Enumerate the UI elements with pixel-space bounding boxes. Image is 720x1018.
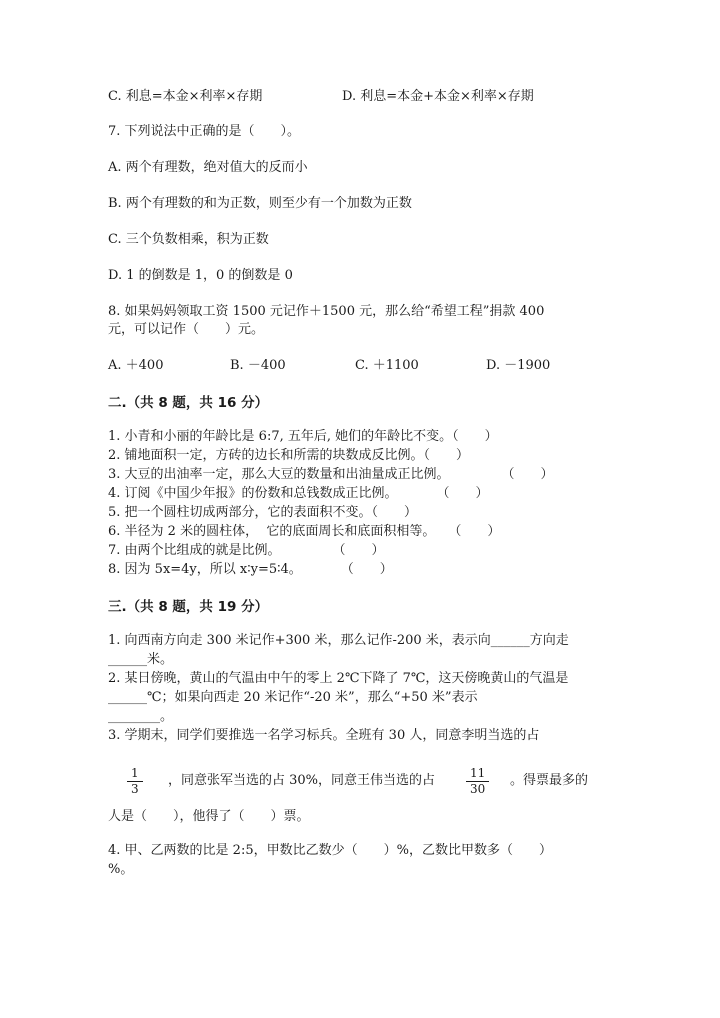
q6-option-d: D. 利息=本金+本金×利率×存期 bbox=[342, 89, 534, 104]
q3-fraction2-numerator: 11 bbox=[470, 766, 486, 780]
q7-stem: 7. 下列说法中正确的是（ ）。 bbox=[108, 124, 301, 139]
section2-item-7: 7. 由两个比组成的就是比例。 （ ） bbox=[108, 543, 385, 558]
section3-q3-end: 。得票最多的 bbox=[510, 773, 589, 788]
q8-option-b: B. －400 bbox=[230, 358, 286, 373]
q8-stem-line1: 8. 如果妈妈领取工资 1500 元记作＋1500 元，那么给“希望工程”捐款 400 bbox=[108, 304, 545, 319]
section2-title: 二.（共 8 题，共 16 分） bbox=[108, 395, 269, 411]
section3-q3-line1: 3. 学期末，同学们要推选一名学习标兵。全班有 30 人，同意李明当选的占 bbox=[108, 728, 540, 743]
q8-option-d: D. －1900 bbox=[486, 358, 551, 373]
q3-fraction-one-third bbox=[127, 766, 143, 797]
section2-item-5: 5. 把一个圆柱切成两部分，它的表面积不变。（ ） bbox=[108, 505, 418, 520]
q3-fraction1-numerator: 1 bbox=[131, 766, 139, 780]
section2-item-2: 2. 铺地面积一定，方砖的边长和所需的块数成反比例。（ ） bbox=[108, 448, 470, 463]
section3-q2-line2: ______℃；如果向西走 20 米记作“-20 米”，那么“+50 米”表示 bbox=[108, 690, 478, 705]
q8-option-a: A. ＋400 bbox=[108, 358, 164, 373]
section3-q3-middle: ，同意张军当选的占 30%，同意王伟当选的占 bbox=[168, 773, 436, 788]
section2-item-3: 3. 大豆的出油率一定，那么大豆的数量和出油量成正比例。 （ ） bbox=[108, 467, 554, 482]
q3-fraction-eleven-thirtieths bbox=[466, 766, 489, 797]
section2-item-6: 6. 半径为 2 米的圆柱体， 它的底面周长和底面积相等。 （ ） bbox=[108, 524, 501, 539]
q3-fraction2-denominator: 30 bbox=[470, 782, 486, 796]
section2-item-8: 8. 因为 5x=4y，所以 x∶y=5∶4。 （ ） bbox=[108, 562, 393, 577]
q8-option-c: C. ＋1100 bbox=[355, 358, 419, 373]
q7-option-c: C. 三个负数相乘，积为正数 bbox=[108, 232, 269, 247]
section3-q2-line1: 2. 某日傍晚，黄山的气温由中午的零上 2℃下降了 7℃，这天傍晚黄山的气温是 bbox=[108, 671, 569, 686]
section3-q2-line3: ________。 bbox=[108, 709, 174, 724]
section3-q1-line2: ______米。 bbox=[108, 652, 174, 667]
section2-item-1: 1. 小青和小丽的年龄比是 6:7, 五年后, 她们的年龄比不变。（ ） bbox=[108, 429, 498, 444]
q7-option-b: B. 两个有理数的和为正数，则至少有一个加数为正数 bbox=[108, 196, 412, 211]
q3-fraction1-denominator: 3 bbox=[131, 782, 139, 796]
q8-stem-line2: 元，可以记作（ ）元。 bbox=[108, 322, 265, 337]
section3-title: 三.（共 8 题，共 19 分） bbox=[108, 599, 269, 615]
section3-q4-line1: 4. 甲、乙两数的比是 2:5，甲数比乙数少（ ）%，乙数比甲数多（ ） bbox=[108, 843, 552, 858]
q7-option-d: D. 1 的倒数是 1，0 的倒数是 0 bbox=[108, 268, 293, 283]
section2-item-4: 4. 订阅《中国少年报》的份数和总钱数成正比例。 （ ） bbox=[108, 486, 489, 501]
q6-option-c: C. 利息=本金×利率×存期 bbox=[108, 89, 263, 104]
q7-option-a: A. 两个有理数，绝对值大的反而小 bbox=[108, 160, 308, 175]
section3-q1-line1: 1. 向西南方向走 300 米记作+300 米，那么记作-200 米，表示向______方向走 bbox=[108, 633, 569, 648]
section3-q4-line2: %。 bbox=[108, 862, 134, 877]
section3-q3-line3: 人是（ ），他得了（ ）票。 bbox=[108, 809, 310, 824]
